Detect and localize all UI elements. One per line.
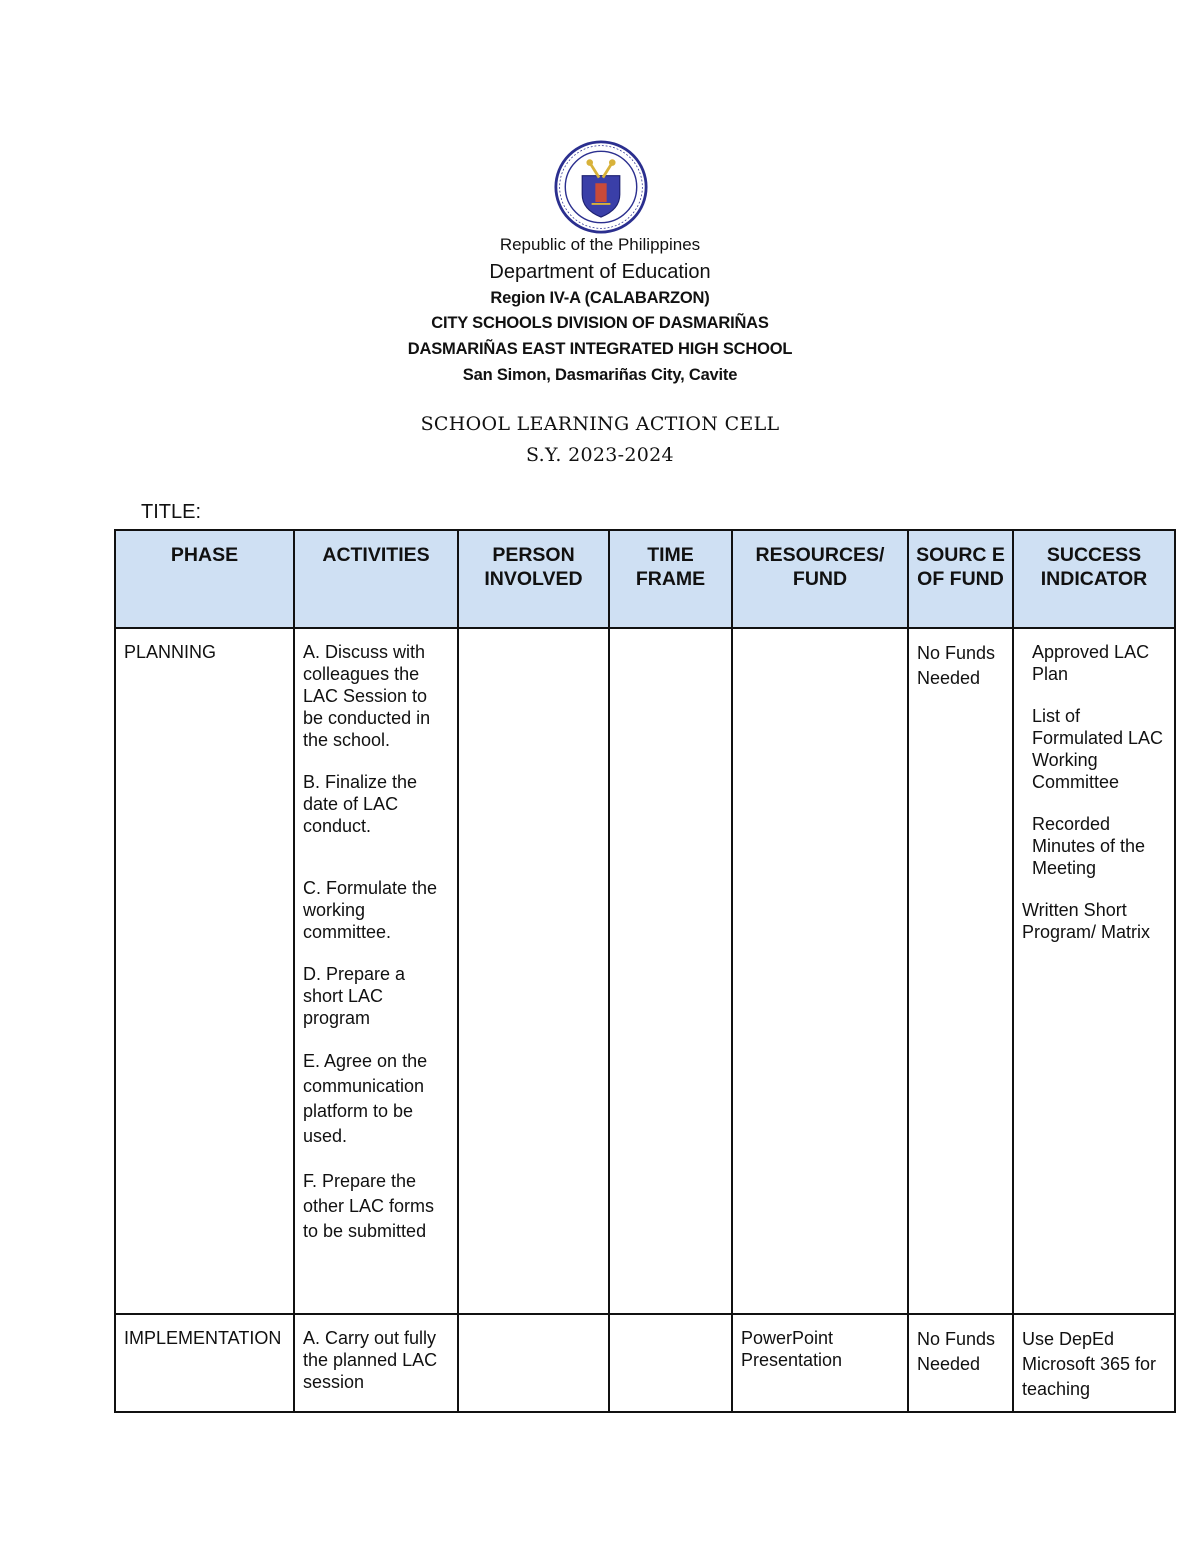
table-header-row [115, 530, 1175, 628]
cell-person-involved [458, 628, 609, 1314]
activity-item: F. Prepare the other LAC forms to be submitted [303, 1171, 435, 1241]
cell-phase [115, 628, 294, 1314]
cell-activities [294, 628, 458, 1314]
activity-item: B. Finalize the date of LAC conduct. [303, 772, 418, 836]
column-header-resources: RESOURCES/ FUND [732, 530, 908, 628]
column-header-source-of-fund: SOURC E OF FUND [908, 530, 1013, 628]
school-year: S.Y. 2023-2024 [526, 444, 674, 466]
lac-plan-table [114, 529, 1176, 1413]
cell-success-indicator [1013, 628, 1175, 1314]
header-department: Department of Education [489, 261, 711, 283]
success-indicator-item: Approved LAC Plan [1032, 642, 1150, 684]
cell-time-frame [609, 1314, 732, 1412]
source-of-fund-value: No Funds Needed [917, 643, 996, 688]
phase-label: IMPLEMENTATION [124, 1328, 282, 1348]
cell-success-indicator [1013, 1314, 1175, 1412]
header-division: CITY SCHOOLS DIVISION OF DASMARIÑAS [431, 314, 769, 332]
cell-activities [294, 1314, 458, 1412]
activity-item: D. Prepare a short LAC program [303, 964, 406, 1028]
activity-item: A. Carry out fully the planned LAC session [303, 1328, 438, 1392]
column-header-phase: PHASE [115, 530, 294, 628]
source-of-fund-value: No Funds Needed [917, 1329, 996, 1374]
header-republic: Republic of the Philippines [499, 235, 701, 254]
activity-item: A. Discuss with colleagues the LAC Session to be conducted in the school. [303, 642, 431, 750]
title-label: TITLE: [141, 501, 202, 523]
success-indicator-item: Written Short Program/ Matrix [1022, 900, 1151, 942]
header-region: Region IV-A (CALABARZON) [490, 289, 710, 307]
cell-resources [732, 1314, 908, 1412]
cell-source-of-fund [908, 1314, 1013, 1412]
header-school: DASMARIÑAS EAST INTEGRATED HIGH SCHOOL [407, 340, 793, 358]
column-header-person-involved: PERSON INVOLVED [458, 530, 609, 628]
activity-item: C. Formulate the working committee. [303, 878, 438, 942]
resources-value: PowerPoint Presentation [741, 1328, 843, 1370]
cell-time-frame [609, 628, 732, 1314]
column-header-activities: ACTIVITIES [294, 530, 458, 628]
cell-person-involved [458, 1314, 609, 1412]
success-indicator-item: Use DepEd Microsoft 365 for teaching [1022, 1329, 1157, 1399]
table-row [115, 1314, 1175, 1412]
table-row [115, 628, 1175, 1314]
column-header-time-frame: TIME FRAME [609, 530, 732, 628]
deped-seal-icon [554, 140, 648, 234]
activity-item: E. Agree on the communication platform to be used. [303, 1051, 428, 1146]
cell-source-of-fund [908, 628, 1013, 1314]
cell-phase [115, 1314, 294, 1412]
success-indicator-item: Recorded Minutes of the Meeting [1032, 814, 1146, 878]
cell-resources [732, 628, 908, 1314]
document-title: SCHOOL LEARNING ACTION CELL [420, 413, 780, 435]
success-indicator-item: List of Formulated LAC Working Committee [1032, 706, 1164, 792]
header-address: San Simon, Dasmariñas City, Cavite [462, 366, 738, 384]
column-header-success-indicator: SUCCESS INDICATOR [1013, 530, 1175, 628]
phase-label: PLANNING [124, 642, 217, 662]
